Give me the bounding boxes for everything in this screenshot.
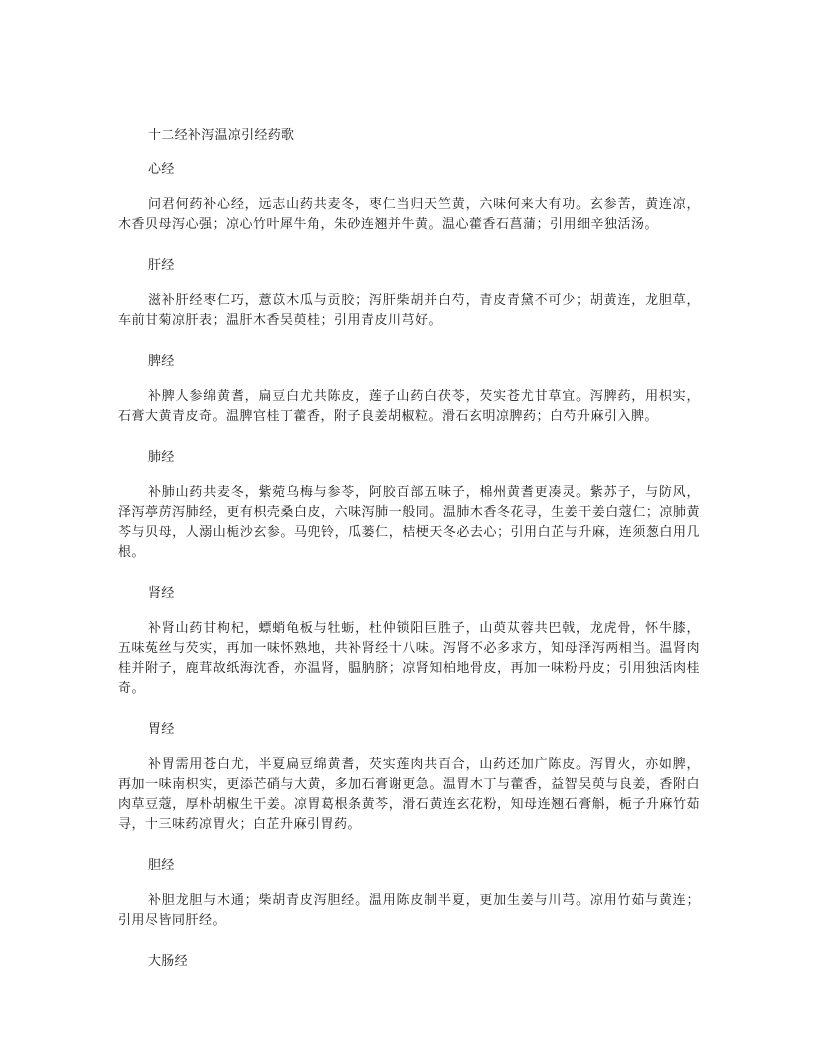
section-text-spleen: 补脾人参绵黄耆，扁豆白尤共陈皮，莲子山药白茯苓，芡实苍尤甘草宜。泻脾药，用枳实，石膏大黄青皮奇。温脾官桂丁藿香，附子良姜胡椒粒。滑石玄明凉脾药；白芍升麻引入脾。	[118, 389, 700, 424]
section-heading-large-intestine: 大肠经	[148, 954, 188, 969]
section-text-heart: 问君何药补心经，远志山药共麦冬，枣仁当归天竺黄，六味何来大有功。玄参苦，黄连凉，木香贝母泻心强；凉心竹叶犀牛角，朱砂连翘并牛黄。温心藿香石菖蒲；引用细辛独活汤。	[118, 197, 700, 232]
section-text-gallbladder: 补胆龙胆与木通；柴胡青皮泻胆经。温用陈皮制半夏，更加生姜与川芎。凉用竹茹与黄连；引用尽皆同肝经。	[118, 893, 700, 928]
section-text-kidney: 补肾山药甘枸杞，螵蛸龟板与牡蛎，杜仲锁阳巨胜子，山萸苁蓉共巴戟，龙虎骨，怀牛膝，五味菟丝与芡实，再加一味怀熟地，共补肾经十八味。泻肾不必多求方，知母泽泻两相当。温肾肉桂并附子，鹿茸故纸海沈香，亦温肾，腽肭脐；凉肾知柏地骨皮，再加一味粉丹皮；引用独活肉桂奇。	[118, 621, 700, 696]
section-text-stomach: 补胃需用苍白尤，半夏扁豆绵黄耆，芡实莲肉共百合，山药还加广陈皮。泻胃火，亦如脾，再加一味南枳实，更添芒硝与大黄，多加石膏谢更急。温胃木丁与藿香，益智吴萸与良姜，香附白肉草豆蔻，厚朴胡椒生干姜。凉胃葛根条黄芩，滑石黄连玄花粉，知母连翘石膏斛，栀子升麻竹茹寻，十三味药凉胃火；白芷升麻引胃药。	[118, 757, 700, 832]
section-heading-gallbladder: 胆经	[148, 858, 175, 873]
section-heading-stomach: 胃经	[148, 722, 175, 737]
section-heading-heart: 心经	[148, 162, 175, 177]
section-text-lung: 补肺山药共麦冬，紫菀乌梅与参苓，阿胶百部五味子，棉州黄耆更凑灵。紫苏子，与防风，泽泻葶苈泻肺经，更有枳壳桑白皮，六味泻肺一般同。温肺木香冬花寻，生姜干姜白蔻仁；凉肺黄芩与贝母，人溺山栀沙玄参。马兜铃，瓜蒌仁，桔梗天冬必去心；引用白芷与升麻，连须葱白用几根。	[118, 485, 700, 560]
section-heading-kidney: 肾经	[148, 586, 175, 601]
section-heading-spleen: 脾经	[148, 354, 175, 369]
document-title: 十二经补泻温凉引经药歌	[148, 128, 295, 143]
section-heading-lung: 肺经	[148, 450, 175, 465]
section-heading-liver: 肝经	[148, 258, 175, 273]
document-page	[118, 126, 700, 987]
section-text-liver: 滋补肝经枣仁巧，薏苡木瓜与贡胶；泻肝柴胡并白芍，青皮青黛不可少；胡黄连，龙胆草，车前甘菊凉肝表；温肝木香吴萸桂；引用青皮川芎好。	[118, 293, 700, 328]
